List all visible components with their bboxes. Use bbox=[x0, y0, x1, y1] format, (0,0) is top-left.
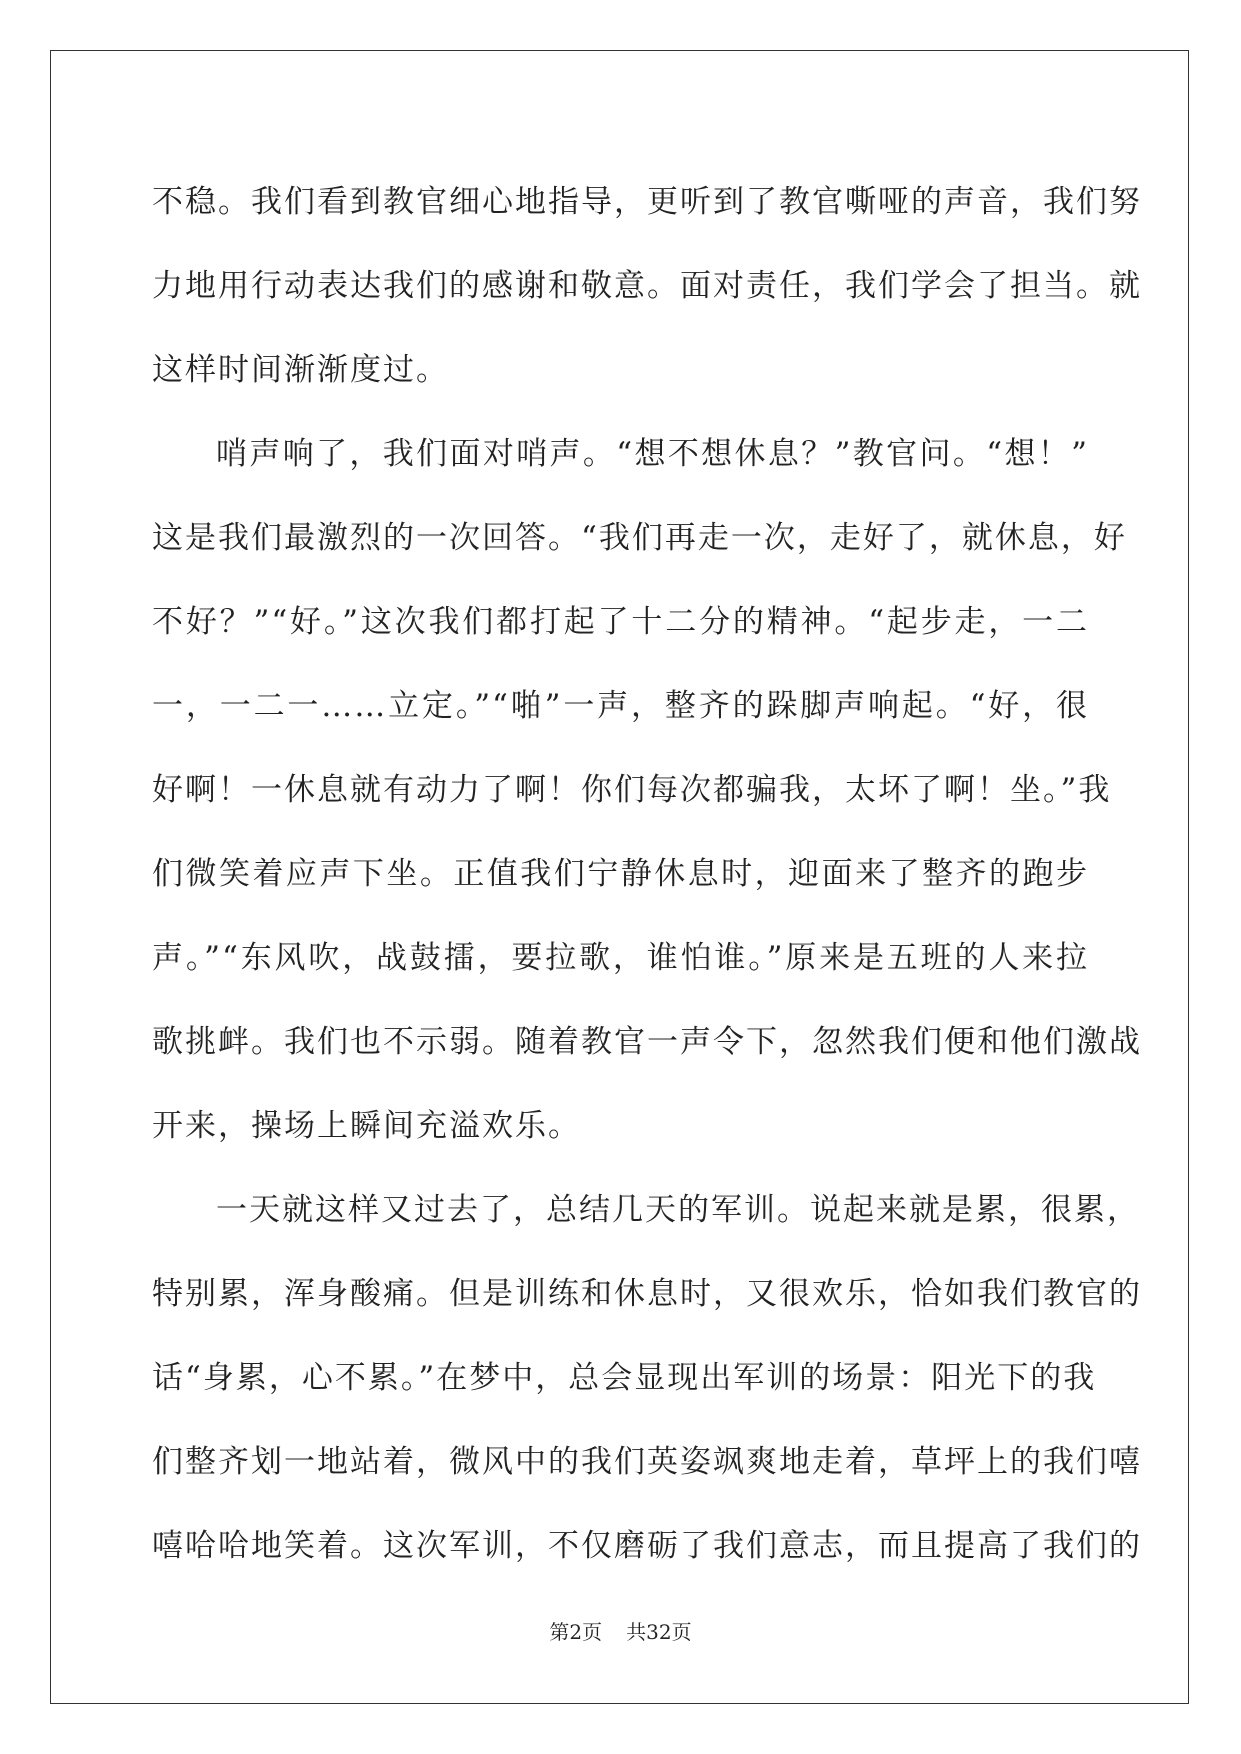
text-line: 力地用行动表达我们的感谢和敬意。面对责任，我们学会了担当。就 bbox=[152, 268, 1142, 304]
text-line: 声。”“东风吹，战鼓擂，要拉歌，谁怕谁。”原来是五班的人来拉 bbox=[152, 940, 1089, 976]
text-line: 歌挑衅。我们也不示弱。随着教官一声令下，忽然我们便和他们激战 bbox=[152, 1024, 1142, 1060]
text-line: 不稳。我们看到教官细心地指导，更听到了教官嘶哑的声音，我们努 bbox=[152, 184, 1142, 220]
text-line: 一天就这样又过去了，总结几天的军训。说起来就是累，很累， bbox=[216, 1192, 1140, 1228]
page-number: 第2页 bbox=[549, 1620, 603, 1644]
text-line: 这是我们最激烈的一次回答。“我们再走一次，走好了，就休息，好 bbox=[152, 520, 1127, 556]
text-line: 开来，操场上瞬间充溢欢乐。 bbox=[152, 1108, 581, 1144]
text-line: 嘻哈哈地笑着。这次军训，不仅磨砺了我们意志，而且提高了我们的 bbox=[152, 1528, 1142, 1564]
text-line: 特别累，浑身酸痛。但是训练和休息时，又很欢乐，恰如我们教官的 bbox=[152, 1276, 1142, 1312]
text-line: 不好？”“好。”这次我们都打起了十二分的精神。“起步走，一二 bbox=[152, 604, 1089, 640]
text-line: 好啊！一休息就有动力了啊！你们每次都骗我，太坏了啊！坐。”我 bbox=[152, 772, 1112, 808]
page-footer bbox=[0, 1620, 1241, 1644]
text-line: 话“身累，心不累。”在梦中，总会显现出军训的场景：阳光下的我 bbox=[152, 1360, 1097, 1396]
document-body bbox=[152, 160, 1142, 1588]
text-line: 一，一二一……立定。”“啪”一声，整齐的跺脚声响起。“好，很 bbox=[152, 688, 1089, 724]
text-line: 们微笑着应声下坐。正值我们宁静休息时，迎面来了整齐的跑步 bbox=[152, 856, 1089, 892]
page-total: 共32页 bbox=[626, 1620, 692, 1644]
text-line: 哨声响了，我们面对哨声。“想不想休息？”教官问。“想！” bbox=[216, 436, 1089, 472]
text-line: 们整齐划一地站着，微风中的我们英姿飒爽地走着，草坪上的我们嘻 bbox=[152, 1444, 1142, 1480]
text-line: 这样时间渐渐度过。 bbox=[152, 352, 449, 388]
